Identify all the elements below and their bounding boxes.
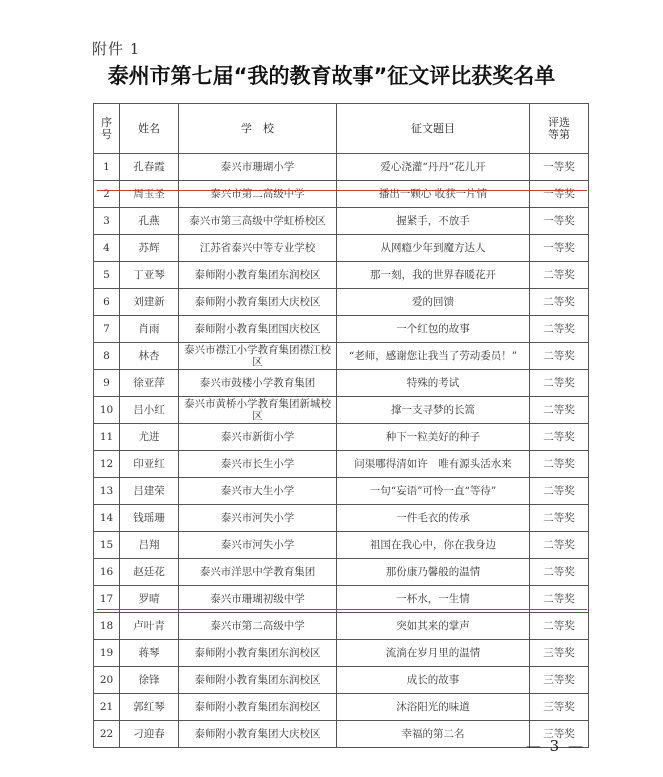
table-row xyxy=(94,397,589,424)
award-grade-cell: 一等奖 xyxy=(530,154,589,181)
row-number-cell: 4 xyxy=(94,235,120,262)
school-cell: 泰兴市长生小学 xyxy=(179,451,337,478)
document-title: 泰州市第七届“我的教育故事”征文评比获奖名单 xyxy=(107,64,556,88)
award-grade-cell: 二等奖 xyxy=(530,586,589,613)
header-seq: 序 号 xyxy=(94,104,120,154)
award-grade-cell: 二等奖 xyxy=(530,424,589,451)
school-cell: 泰兴市第二高级中学 xyxy=(179,613,337,640)
table-row xyxy=(94,559,589,586)
row-number-cell: 11 xyxy=(94,424,120,451)
school-cell: 泰师附小教育集团大庆校区 xyxy=(179,721,337,748)
school-cell: 泰兴市鼓楼小学教育集团 xyxy=(179,370,337,397)
header-essay-title: 征文题目 xyxy=(337,104,530,154)
essay-title-cell: 那一刻，我的世界春暖花开 xyxy=(337,262,530,289)
award-grade-cell: 二等奖 xyxy=(530,613,589,640)
award-grade-cell: 二等奖 xyxy=(530,505,589,532)
award-grade-cell: 一等奖 xyxy=(530,181,589,208)
table-row xyxy=(94,316,589,343)
name-cell: 赵廷花 xyxy=(120,559,179,586)
school-cell: 泰兴市河失小学 xyxy=(179,532,337,559)
school-cell: 泰兴市黄桥小学教育集团新城校区 xyxy=(179,397,337,424)
essay-title-cell: 撑一支寻梦的长篙 xyxy=(337,397,530,424)
table-row xyxy=(94,667,589,694)
essay-title-cell: 特殊的考试 xyxy=(337,370,530,397)
name-cell: 吕小红 xyxy=(120,397,179,424)
row-number-cell: 7 xyxy=(94,316,120,343)
award-grade-cell: 二等奖 xyxy=(530,451,589,478)
row-number-cell: 16 xyxy=(94,559,120,586)
row-number-cell: 19 xyxy=(94,640,120,667)
table-row xyxy=(94,235,589,262)
row-number-cell: 9 xyxy=(94,370,120,397)
school-cell: 泰兴市新街小学 xyxy=(179,424,337,451)
school-cell: 泰师附小教育集团东润校区 xyxy=(179,694,337,721)
header-award-grade: 评选 等第 xyxy=(530,104,589,154)
row-number-cell: 21 xyxy=(94,694,120,721)
school-cell: 泰师附小教育集团东润校区 xyxy=(179,667,337,694)
table-row xyxy=(94,640,589,667)
name-cell: 孔春霞 xyxy=(120,154,179,181)
table-header-row xyxy=(94,104,589,154)
award-grade-cell: 三等奖 xyxy=(530,694,589,721)
row-number-cell: 20 xyxy=(94,667,120,694)
award-grade-cell: 三等奖 xyxy=(530,721,589,748)
table-row xyxy=(94,532,589,559)
name-cell: 刁迎春 xyxy=(120,721,179,748)
essay-title-cell: 一件毛衣的传承 xyxy=(337,505,530,532)
award-grade-cell: 二等奖 xyxy=(530,343,589,370)
school-cell: 泰兴市珊瑚初级中学 xyxy=(179,586,337,613)
award-grade-cell: 二等奖 xyxy=(530,316,589,343)
school-cell: 泰兴市大生小学 xyxy=(179,478,337,505)
name-cell: 苏辉 xyxy=(120,235,179,262)
table-row xyxy=(94,289,589,316)
row-number-cell: 13 xyxy=(94,478,120,505)
school-cell: 泰兴市第三高级中学虹桥校区 xyxy=(179,208,337,235)
school-cell: 泰兴市洋思中学教育集团 xyxy=(179,559,337,586)
essay-title-cell: 种下一粒美好的种子 xyxy=(337,424,530,451)
table-row xyxy=(94,478,589,505)
award-grade-cell: 二等奖 xyxy=(530,370,589,397)
award-grade-cell: 三等奖 xyxy=(530,667,589,694)
row-number-cell: 3 xyxy=(94,208,120,235)
row-number-cell: 5 xyxy=(94,262,120,289)
school-cell: 泰兴市河失小学 xyxy=(179,505,337,532)
school-cell: 泰师附小教育集团国庆校区 xyxy=(179,316,337,343)
name-cell: 吕翔 xyxy=(120,532,179,559)
essay-title-cell: 爱心浇灌“丹丹”花儿开 xyxy=(337,154,530,181)
school-cell: 泰师附小教育集团东润校区 xyxy=(179,640,337,667)
table-row xyxy=(94,694,589,721)
essay-title-cell: 从网瘾少年到魔方达人 xyxy=(337,235,530,262)
award-grade-cell: 二等奖 xyxy=(530,478,589,505)
essay-title-cell: 那份康乃馨般的温情 xyxy=(337,559,530,586)
essay-title-cell: “老师，感谢您让我当了劳动委员！” xyxy=(337,343,530,370)
school-cell: 泰兴市第二高级中学 xyxy=(179,181,337,208)
essay-title-cell: 爱的回馈 xyxy=(337,289,530,316)
essay-title-cell: 成长的故事 xyxy=(337,667,530,694)
row-number-cell: 1 xyxy=(94,154,120,181)
award-grade-cell: 一等奖 xyxy=(530,235,589,262)
table-row xyxy=(94,505,589,532)
page-number: — 3 — xyxy=(525,737,585,755)
name-cell: 罗晴 xyxy=(120,586,179,613)
table-row xyxy=(94,181,589,208)
row-number-cell: 22 xyxy=(94,721,120,748)
essay-title-cell: 问渠哪得清如许 唯有源头活水来 xyxy=(337,451,530,478)
row-number-cell: 8 xyxy=(94,343,120,370)
row-number-cell: 17 xyxy=(94,586,120,613)
table-row xyxy=(94,208,589,235)
essay-title-cell: 握紧手，不放手 xyxy=(337,208,530,235)
table-row xyxy=(94,370,589,397)
award-grade-cell: 二等奖 xyxy=(530,397,589,424)
highlight-underline-row-18 xyxy=(97,609,587,610)
row-number-cell: 14 xyxy=(94,505,120,532)
row-number-cell: 15 xyxy=(94,532,120,559)
awards-table xyxy=(93,103,589,748)
school-cell: 江苏省泰兴中等专业学校 xyxy=(179,235,337,262)
name-cell: 尤进 xyxy=(120,424,179,451)
essay-title-cell: 播出一颗心 收获一片情 xyxy=(337,181,530,208)
essay-title-cell: 沐浴阳光的味道 xyxy=(337,694,530,721)
table-row xyxy=(94,424,589,451)
school-cell: 泰兴市珊瑚小学 xyxy=(179,154,337,181)
header-name: 姓名 xyxy=(120,104,179,154)
essay-title-cell: 一个红包的故事 xyxy=(337,316,530,343)
award-grade-cell: 二等奖 xyxy=(530,559,589,586)
essay-title-cell: 祖国在我心中，你在我身边 xyxy=(337,532,530,559)
row-number-cell: 6 xyxy=(94,289,120,316)
table-row xyxy=(94,613,589,640)
name-cell: 印亚红 xyxy=(120,451,179,478)
name-cell: 孔燕 xyxy=(120,208,179,235)
school-cell: 泰师附小教育集团东润校区 xyxy=(179,262,337,289)
row-number-cell: 12 xyxy=(94,451,120,478)
name-cell: 林杏 xyxy=(120,343,179,370)
essay-title-cell: 一句“妄语”可怜一直“等待” xyxy=(337,478,530,505)
essay-title-cell: 流淌在岁月里的温情 xyxy=(337,640,530,667)
award-grade-cell: 二等奖 xyxy=(530,289,589,316)
name-cell: 卢叶青 xyxy=(120,613,179,640)
highlight-underline-row-2 xyxy=(97,190,587,191)
name-cell: 郭红琴 xyxy=(120,694,179,721)
table-row xyxy=(94,262,589,289)
school-cell: 泰师附小教育集团大庆校区 xyxy=(179,289,337,316)
award-grade-cell: 二等奖 xyxy=(530,262,589,289)
essay-title-cell: 突如其来的掌声 xyxy=(337,613,530,640)
row-number-cell: 10 xyxy=(94,397,120,424)
name-cell: 吕建荣 xyxy=(120,478,179,505)
award-grade-cell: 二等奖 xyxy=(530,532,589,559)
table-row xyxy=(94,154,589,181)
name-cell: 肖雨 xyxy=(120,316,179,343)
school-cell: 泰兴市襟江小学教育集团襟江校区 xyxy=(179,343,337,370)
essay-title-cell: 幸福的第二名 xyxy=(337,721,530,748)
row-number-cell: 18 xyxy=(94,613,120,640)
name-cell: 徐锋 xyxy=(120,667,179,694)
name-cell: 蒋琴 xyxy=(120,640,179,667)
table-body xyxy=(94,154,589,748)
header-school: 学 校 xyxy=(179,104,337,154)
award-grade-cell: 三等奖 xyxy=(530,640,589,667)
name-cell: 丁亚琴 xyxy=(120,262,179,289)
award-grade-cell: 一等奖 xyxy=(530,208,589,235)
row-number-cell: 2 xyxy=(94,181,120,208)
name-cell: 徐亚萍 xyxy=(120,370,179,397)
table-row xyxy=(94,721,589,748)
attachment-label: 附件 1 xyxy=(92,40,141,58)
name-cell: 周玉圣 xyxy=(120,181,179,208)
essay-title-cell: 一杯水，一生情 xyxy=(337,586,530,613)
name-cell: 刘建新 xyxy=(120,289,179,316)
name-cell: 钱瑶珊 xyxy=(120,505,179,532)
table-row xyxy=(94,451,589,478)
table-row xyxy=(94,343,589,370)
